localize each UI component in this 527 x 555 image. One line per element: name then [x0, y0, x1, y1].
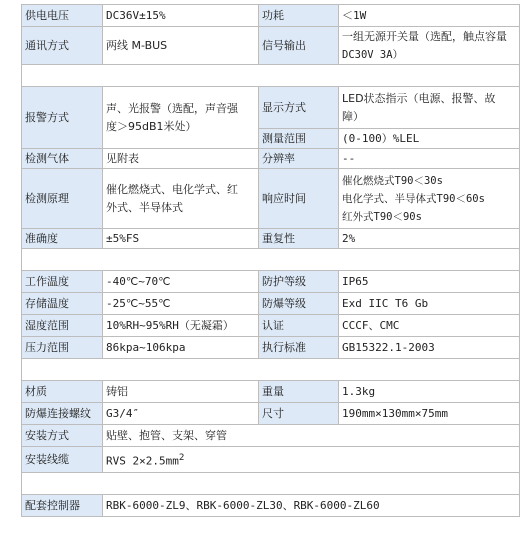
row-install-cable: [22, 447, 520, 473]
label-install-cable: 安装线缆: [22, 447, 103, 473]
signal-output-line-2: DC30V 3A）: [342, 48, 404, 61]
value-display-mode: [339, 87, 520, 129]
spacer-row: [22, 473, 520, 495]
value-thread: G3/4″: [103, 403, 259, 425]
label-controller: 配套控制器: [22, 495, 103, 517]
value-response-time: [339, 169, 520, 229]
spacer-row: [22, 65, 520, 87]
row-accuracy: [22, 229, 520, 249]
value-communication: 两线 M-BUS: [103, 27, 259, 65]
alarm-mode-line-2: 度＞95dB1米处）: [106, 119, 197, 133]
value-certification: CCCF、CMC: [339, 315, 520, 337]
display-mode-line-1: LED状态指示（电源、报警、故: [342, 91, 496, 105]
value-signal-output: [339, 27, 520, 65]
label-response-time: 响应时间: [259, 169, 339, 229]
label-display-mode: 显示方式: [259, 87, 339, 129]
row-humidity: [22, 315, 520, 337]
label-power-voltage: 供电电压: [22, 5, 103, 27]
label-pressure: 压力范围: [22, 337, 103, 359]
value-weight: 1.3kg: [339, 381, 520, 403]
value-controller: RBK-6000-ZL9、RBK-6000-ZL30、RBK-6000-ZL60: [103, 495, 520, 517]
response-line-3: 红外式T90＜90s: [342, 210, 422, 223]
label-work-temp: 工作温度: [22, 271, 103, 293]
label-humidity: 湿度范围: [22, 315, 103, 337]
row-power-supply: [22, 5, 520, 27]
label-communication: 通讯方式: [22, 27, 103, 65]
row-storage-temp: [22, 293, 520, 315]
value-protection-level: IP65: [339, 271, 520, 293]
value-storage-temp: -25℃~55℃: [103, 293, 259, 315]
label-thread: 防爆连接螺纹: [22, 403, 103, 425]
label-signal-output: 信号输出: [259, 27, 339, 65]
value-material: 铸铝: [103, 381, 259, 403]
label-repeatability: 重复性: [259, 229, 339, 249]
value-work-temp: -40℃~70℃: [103, 271, 259, 293]
signal-output-line-1: 一组无源开关量（选配，触点容量: [342, 29, 507, 43]
value-explosion-level: Exd IIC T6 Gb: [339, 293, 520, 315]
value-size: 190mm×130mm×75mm: [339, 403, 520, 425]
label-install-mode: 安装方式: [22, 425, 103, 447]
value-accuracy: ±5%FS: [103, 229, 259, 249]
row-controller: [22, 495, 520, 517]
label-material: 材质: [22, 381, 103, 403]
row-gas: [22, 149, 520, 169]
value-resolution: --: [339, 149, 520, 169]
row-alarm: [22, 87, 520, 129]
label-explosion-level: 防爆等级: [259, 293, 339, 315]
label-power-consumption: 功耗: [259, 5, 339, 27]
row-principle: [22, 169, 520, 229]
label-storage-temp: 存储温度: [22, 293, 103, 315]
value-humidity: 10%RH~95%RH（无凝霜）: [103, 315, 259, 337]
row-work-temp: [22, 271, 520, 293]
row-thread: [22, 403, 520, 425]
spacer-row: [22, 359, 520, 381]
label-detect-gas: 检测气体: [22, 149, 103, 169]
value-install-mode: 贴壁、抱管、支架、穿管: [103, 425, 520, 447]
value-pressure: 86kpa~106kpa: [103, 337, 259, 359]
spec-table: [21, 4, 520, 517]
label-size: 尺寸: [259, 403, 339, 425]
value-repeatability: 2%: [339, 229, 520, 249]
value-detect-gas: 见附表: [103, 149, 259, 169]
label-accuracy: 准确度: [22, 229, 103, 249]
principle-line-2: 外式、半导体式: [106, 200, 183, 214]
alarm-mode-line-1: 声、光报警（选配，声音强: [106, 101, 238, 115]
value-install-cable: [103, 447, 520, 473]
label-alarm-mode: 报警方式: [22, 87, 103, 149]
row-material: [22, 381, 520, 403]
row-pressure: [22, 337, 520, 359]
label-certification: 认证: [259, 315, 339, 337]
cable-spec: RVS 2×2.5mm: [106, 454, 179, 468]
label-measure-range: 测量范围: [259, 129, 339, 149]
row-communication: [22, 27, 520, 65]
value-measure-range: (0-100）%LEL: [339, 129, 520, 149]
cable-spec-exponent: 2: [178, 451, 185, 463]
label-detect-principle: 检测原理: [22, 169, 103, 229]
value-detect-principle: [103, 169, 259, 229]
response-line-2: 电化学式、半导体式T90＜60s: [342, 192, 485, 205]
value-standard: GB15322.1-2003: [339, 337, 520, 359]
value-power-voltage: DC36V±15%: [103, 5, 259, 27]
value-power-consumption: ＜1W: [339, 5, 520, 27]
row-install-mode: [22, 425, 520, 447]
principle-line-1: 催化燃烧式、电化学式、红: [106, 182, 238, 196]
response-line-1: 催化燃烧式T90＜30s: [342, 174, 443, 187]
value-alarm-mode: [103, 87, 259, 149]
display-mode-line-2: 障）: [342, 109, 364, 123]
spacer-row: [22, 249, 520, 271]
label-protection-level: 防护等级: [259, 271, 339, 293]
label-resolution: 分辨率: [259, 149, 339, 169]
label-standard: 执行标准: [259, 337, 339, 359]
label-weight: 重量: [259, 381, 339, 403]
